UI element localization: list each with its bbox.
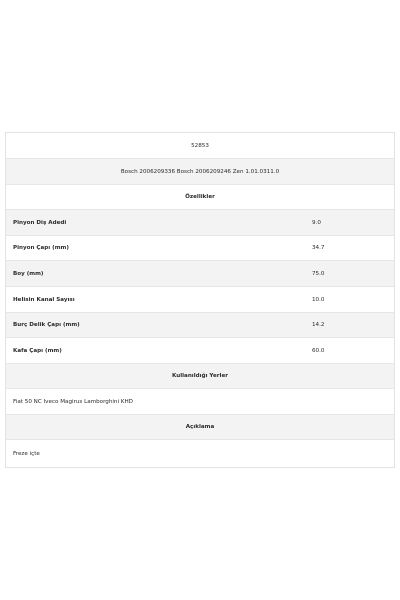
product-code: 52853 <box>191 142 209 149</box>
feature-value: 34.7 <box>312 245 325 251</box>
feature-row <box>6 236 394 261</box>
features-header <box>6 185 394 210</box>
feature-label: Pinyon Diş Adedi <box>13 219 67 226</box>
reference-numbers: Bosch 2006209336 Bosch 2006209246 Zen 1.01.0311.0 <box>120 168 280 175</box>
feature-value: 14.2 <box>312 322 325 328</box>
feature-label: Burç Delik Çapı (mm) <box>13 322 80 328</box>
product-code-row <box>6 133 394 159</box>
usage-row <box>6 389 394 415</box>
description-title: Açıklama <box>185 424 215 430</box>
feature-label: Boy (mm) <box>13 270 44 277</box>
reference-row <box>6 159 394 185</box>
feature-value: 60.0 <box>312 347 325 354</box>
description-text: Freze içte <box>13 450 40 457</box>
usage-title: Kullanıldığı Yerler <box>172 373 228 379</box>
description-row <box>6 440 394 467</box>
description-header <box>6 415 394 440</box>
product-spec-table <box>5 132 395 468</box>
usage-header <box>6 364 394 389</box>
feature-value: 9.0 <box>312 219 321 226</box>
usage-text: Fiat 50 NC Iveco Magirus Lamborghini KHD <box>13 398 133 405</box>
feature-label: Pinyon Çapı (mm) <box>13 245 69 251</box>
feature-value: 10.0 <box>312 296 325 303</box>
features-title: Özellikler <box>185 194 215 200</box>
feature-row <box>6 287 394 313</box>
feature-row <box>6 261 394 287</box>
feature-label: Helisin Kanal Sayısı <box>13 296 75 303</box>
feature-row <box>6 313 394 338</box>
feature-row <box>6 338 394 364</box>
feature-label: Kafa Çapı (mm) <box>13 347 62 354</box>
feature-row <box>6 210 394 236</box>
feature-value: 75.0 <box>312 270 325 277</box>
